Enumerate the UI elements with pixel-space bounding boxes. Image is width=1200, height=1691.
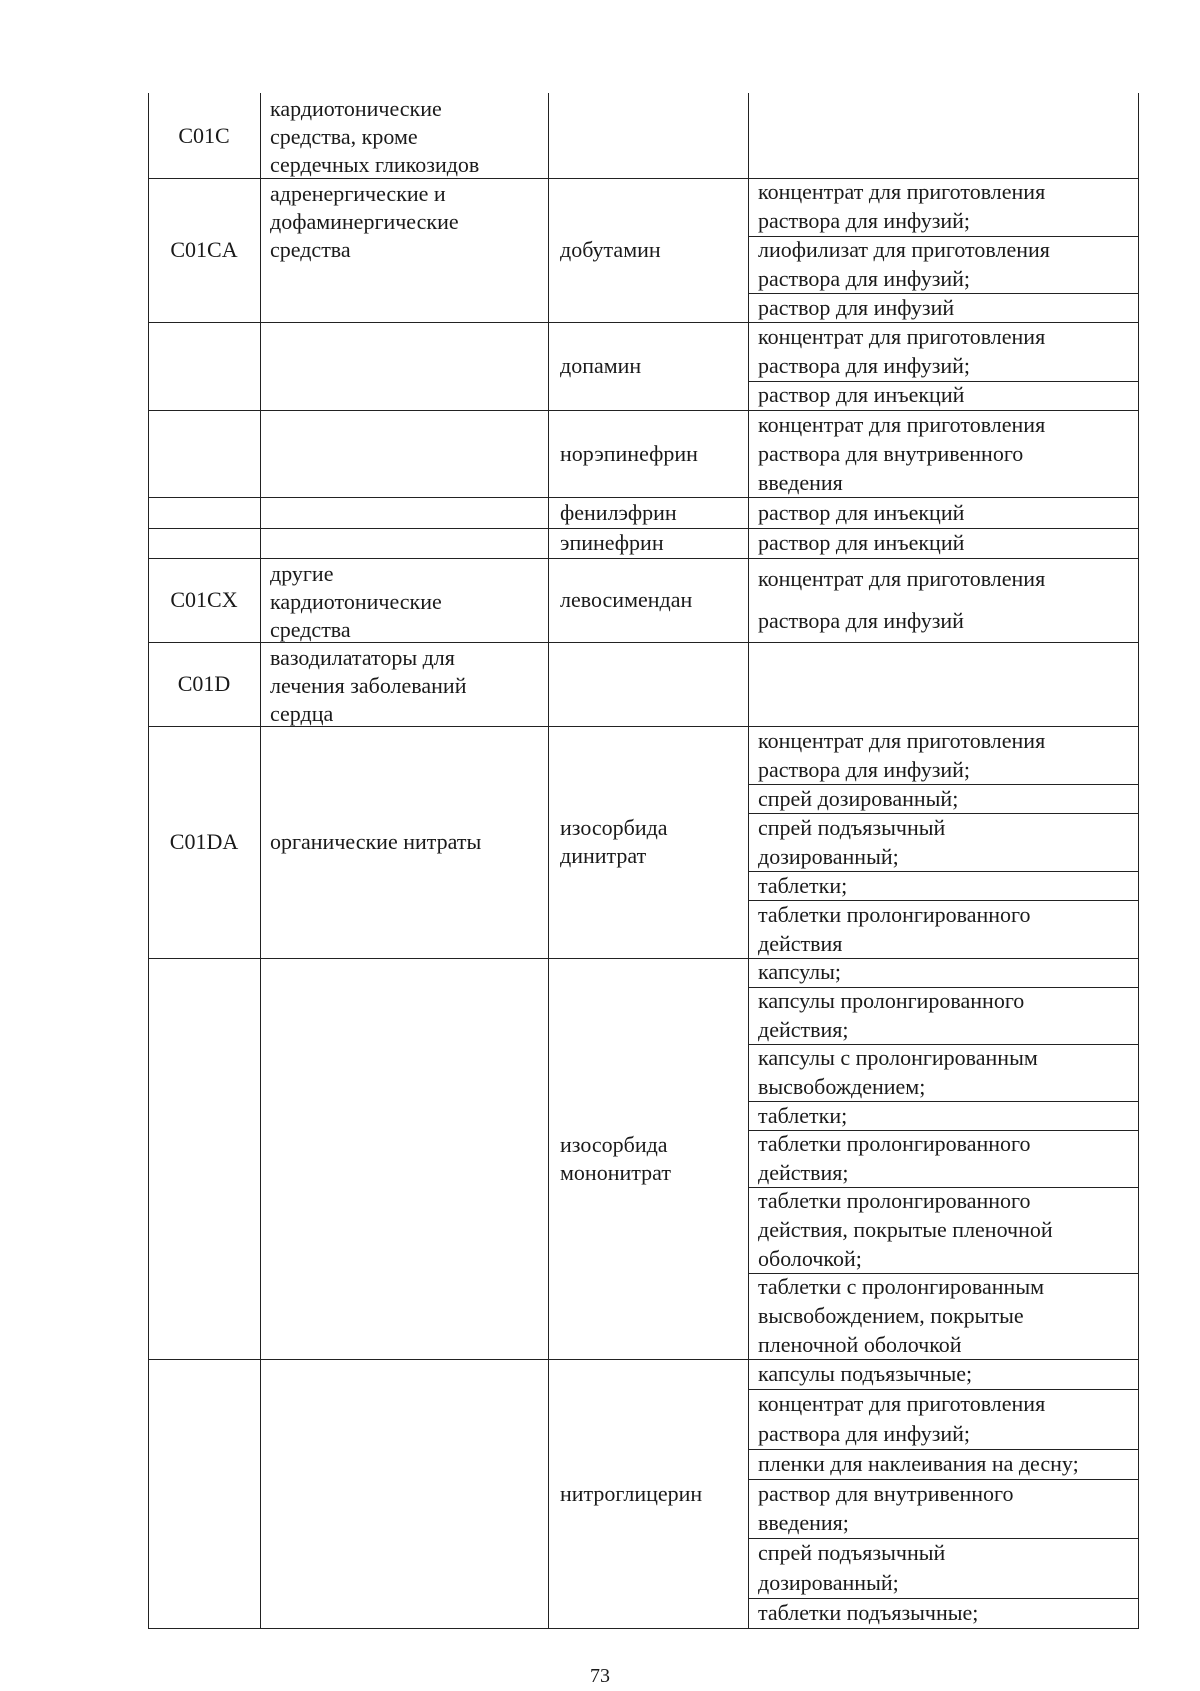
dosage-form-line: таблетки пролонгированного [758,1131,1031,1156]
dosage-form-line: спрей дозированный; [758,786,959,811]
dosage-form-line: действия; [758,1160,849,1185]
group-name-line: другие [270,561,334,586]
substance-name-line: изосорбида [560,1131,668,1157]
dosage-form-line: таблетки; [758,873,848,898]
dosage-form-line: таблетки подъязычные; [758,1600,979,1625]
substance-name-line: изосорбида [560,815,668,840]
group-name-line: вазодилататоры для [270,645,455,670]
row-code: C01DA [169,829,239,854]
dosage-form-line: концентрат для приготовления [758,728,1046,753]
group-name-line: средства [270,237,351,262]
group-name-line: средства [270,617,351,642]
dosage-form-line: концентрат для приготовления [758,179,1046,204]
dosage-form-line: оболочкой; [758,1246,862,1271]
dosage-form-line: пленочной оболочкой [758,1332,962,1357]
dosage-form-line: высвобождением, покрытые [758,1303,1024,1328]
dosage-form-line: раствора для инфузий [758,608,964,633]
table-column-line [148,93,149,1628]
substance-name-line: мононитрат [560,1159,671,1185]
dosage-form-line: раствора для инфузий; [758,266,971,291]
dosage-form-line: пленки для наклеивания на десну; [758,1451,1079,1476]
substance-name-line: нитроглицерин [560,1480,703,1506]
dosage-form-line: действия; [758,1017,849,1042]
dosage-form-line: введения [758,470,843,495]
dosage-form-line: раствор для инъекций [758,382,965,407]
table-row-line [148,558,1139,559]
dosage-form-line: капсулы; [758,959,841,984]
row-code: C01CA [170,237,238,262]
dosage-form-line: капсулы подъязычные; [758,1361,973,1386]
dosage-form-line: раствор для инфузий [758,295,955,320]
group-name-line: кардиотонические [270,96,442,121]
row-code: C01C [178,122,230,148]
group-name-line: органические нитраты [270,829,482,854]
table-column-line [260,93,261,1628]
dosage-form-line: дозированный; [758,844,899,869]
row-code: C01CX [170,587,238,612]
dosage-form-line: таблетки пролонгированного [758,902,1031,927]
dosage-form-line: введения; [758,1510,849,1535]
table-row-line [148,1359,1139,1360]
substance-name-line: эпинефрин [560,530,664,555]
dosage-form-line: спрей подъязычный [758,1540,946,1565]
substance-name-line: норэпинефрин [560,440,698,466]
dosage-form-line: раствор для инъекций [758,530,965,555]
dosage-form-line: лиофилизат для приготовления [758,237,1050,262]
dosage-form-line: таблетки; [758,1103,848,1128]
table-row-line [148,958,1139,959]
dosage-form-line: раствора для внутривенного [758,441,1024,466]
table-column-line [1138,93,1139,1628]
dosage-form-line: концентрат для приготовления [758,1391,1046,1416]
dosage-form-line: раствора для инфузий; [758,1421,971,1446]
dosage-form-line: раствора для инфузий; [758,208,971,233]
group-name-line: дофаминергические [270,209,459,234]
group-name-line: лечения заболеваний [270,673,467,698]
row-code: C01D [177,671,231,696]
dosage-form-line: раствора для инфузий; [758,757,971,782]
dosage-form-line: действия [758,931,843,956]
table-row-line [148,1628,1139,1629]
group-name-line: средства, кроме [270,124,418,149]
substance-name-line: левосимендан [560,587,693,612]
dosage-form-line: капсулы с пролонгированным [758,1045,1038,1070]
substance-name-line: допамин [560,353,642,378]
dosage-form-line: раствор для внутривенного [758,1481,1014,1506]
page-number: 73 [590,1665,610,1687]
group-name-line: сердечных гликозидов [270,152,480,177]
dosage-form-line: дозированный; [758,1570,899,1595]
dosage-form-line: действия, покрытые пленочной [758,1217,1053,1242]
substance-name-line: добутамин [560,237,661,262]
dosage-form-line: таблетки пролонгированного [758,1188,1031,1213]
substance-name-line: динитрат [560,843,647,868]
dosage-form-line: высвобождением; [758,1074,926,1099]
substance-name-line: фенилэфрин [560,499,677,525]
dosage-form-line: капсулы пролонгированного [758,988,1025,1013]
dosage-form-line: раствор для инъекций [758,500,965,525]
table-row-line [148,642,1139,643]
table-column-line [748,93,749,1628]
dosage-form-line: таблетки с пролонгированным [758,1274,1045,1299]
dosage-form-line: концентрат для приготовления [758,566,1046,591]
group-name-line: сердца [270,701,334,726]
table-column-line [548,93,549,1628]
dosage-form-line: раствора для инфузий; [758,353,971,378]
dosage-form-line: концентрат для приготовления [758,324,1046,349]
dosage-form-line: концентрат для приготовления [758,412,1046,437]
group-name-line: кардиотонические [270,589,442,614]
dosage-form-line: спрей подъязычный [758,815,946,840]
group-name-line: адренергические и [270,181,446,206]
